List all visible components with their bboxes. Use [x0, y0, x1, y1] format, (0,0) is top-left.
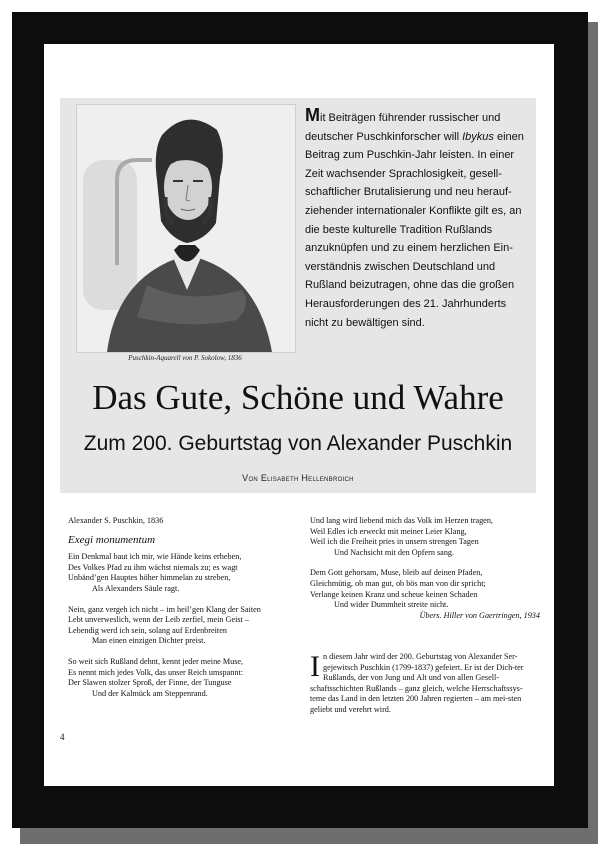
article-title: Das Gute, Schöne und Wahre — [92, 378, 504, 417]
poem-line: Man einen einzigen Dichter preist. — [92, 636, 206, 646]
poem-line: Verlange keinen Kranz und scheue keinen Schaden — [310, 589, 478, 599]
poem-line: Und Nachsicht mit den Opfern sang. — [334, 547, 455, 557]
page-number: 4 — [60, 732, 65, 742]
poem-line: So weit sich Rußland dehnt, kennt jeder meine Muse, — [68, 656, 244, 666]
poem-line: Und lang wird liebend mich das Volk im Herzen tragen, — [310, 516, 493, 525]
poem-stanza — [68, 552, 308, 594]
poem-line: Weil Edles ich erweckt mit meiner Leier Klang, — [310, 526, 467, 536]
poem-header: Alexander S. Puschkin, 1836 — [68, 516, 164, 525]
intro-paragraph — [305, 106, 531, 332]
poem-line: Als Alexanders Säule ragt. — [92, 583, 180, 593]
poem-line: Des Volkes Pfad zu ihm wächst niemals zu; es wagt — [68, 562, 238, 572]
poem-column-left — [68, 516, 308, 709]
magazine-page — [44, 44, 554, 786]
poem-stanza — [310, 568, 540, 610]
article-initial: I — [310, 650, 320, 683]
translator-credit: Übers. Hiller von Gaertringen, 1934 — [419, 610, 540, 620]
poem-line: Dem Gott gehorsam, Muse, bleib auf deinen Pfaden, — [310, 568, 483, 578]
article-text: n diesem Jahr wird der 200. Geburtstag von Alexander Ser-gejewitsch Puschkin (1799-1837) gefeiert. Er ist der Dich-ter Rußlands, der von Jung und Alt und von allen Gesell-schaftsschichten Rußlands – ganz gleich, welche Herrschaftssys-teme das Land in den letzten 200 Jahren regierten – am mei-sten geliebt und verehrt wird. — [310, 652, 524, 714]
poem-line: Ein Denkmal baut ich mir, wie Hände keins erheben, — [68, 552, 242, 562]
poem-title: Exegi monumentum — [68, 533, 156, 546]
poem-stanzas-right — [310, 516, 540, 611]
header-box — [60, 98, 536, 493]
poem-line: Lebt unverweslich, wenn der Leib zerfiel, mein Geist – — [68, 615, 249, 625]
poem-stanza — [310, 516, 540, 558]
poem-line: Es nennt mich jedes Volk, das unser Reich umspannt: — [68, 667, 244, 677]
byline: Von Elisabeth Hellenbroich — [242, 473, 354, 483]
poem-stanzas-left — [68, 552, 308, 699]
poem-line: Gleichmütig, ob man gut, ob bös man von dir spricht; — [310, 578, 486, 588]
poem-line: Weil ich die Freiheit pries in unsern strengen Tagen — [310, 537, 479, 547]
intro-initial: M — [305, 105, 320, 125]
poem-column-right — [310, 516, 540, 621]
poem-line: Nein, ganz vergeh ich nicht – im heil’gen Klang der Saiten — [68, 604, 261, 614]
poem-line: Unbänd’gen Hauptes höher himmelan zu streben, — [68, 573, 231, 583]
portrait-image — [76, 104, 296, 353]
intro-magazine-name: Ibykus — [462, 130, 494, 143]
intro-text-1: it Beiträgen führender russischer und deutscher Puschkinforscher will — [305, 112, 501, 143]
poem-line: Der Slawen stolzer Sproß, der Finne, der Tunguse — [68, 678, 232, 688]
poem-stanza — [68, 657, 308, 699]
intro-text-2: einen Beitrag zum Puschkin-Jahr leisten. In einer Zeit wachsender Sprachlosigkeit, gesell-schaftlicher Brutalisierung und neu herauf-ziehender internationaler Konflikte gilt es, an die beste kulturelle Tradition Rußlands anzuknüpfen und zu einem herzlichen Ein-verständnis zwischen Deutschland und Rußland beizutragen, ohne das die großen Herausforderungen des 21. Jahrhunderts nicht zu bewältigen sind. — [305, 130, 524, 329]
portrait-sketch — [77, 105, 295, 352]
article-body — [310, 652, 536, 716]
poem-line: Lebendig werd ich sein, solang auf Erdenbreiten — [68, 625, 227, 635]
poem-line: Und wider Dummheit streite nicht. — [334, 600, 449, 610]
poem-stanza — [68, 605, 308, 647]
portrait-caption: Puschkin-Aquarell von P. Sokolow, 1836 — [128, 354, 242, 362]
poem-line: Und der Kalmück am Steppenrand. — [92, 688, 208, 698]
article-subtitle: Zum 200. Geburtstag von Alexander Puschkin — [83, 432, 513, 455]
